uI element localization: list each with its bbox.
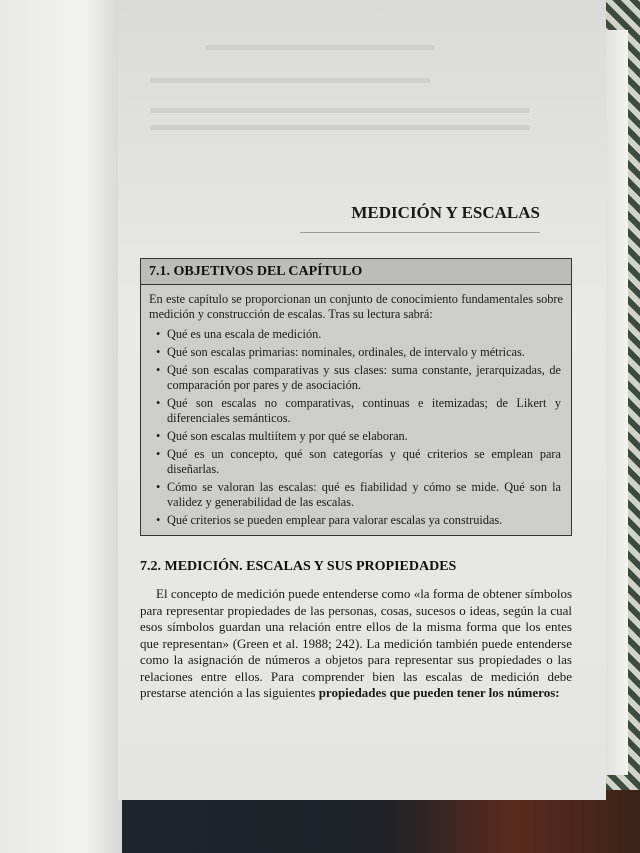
list-item: • Qué son escalas no comparativas, continuas e itemizadas; de Likert y diferenciales semánticos. xyxy=(167,396,561,426)
objectives-intro: En este capítulo se proporcionan un conjunto de conocimiento fundamentales sobre medición y construcción de escalas. Tras su lectura sabrá: xyxy=(149,292,563,321)
bleed-through-text xyxy=(205,45,435,50)
list-item: • Qué es una escala de medición. xyxy=(167,327,561,342)
list-item: • Qué criterios se pueden emplear para valorar escalas ya construidas. xyxy=(167,513,561,528)
paragraph-bold-text: propiedades que pueden tener los números: xyxy=(318,685,560,700)
left-page xyxy=(0,0,122,853)
list-item: • Qué es un concepto, qué son categorías y qué criterios se emplean para diseñarlas. xyxy=(167,447,561,477)
paragraph-text: El concepto de medición puede entenderse como «la forma de obtener símbolos para representar propiedades de las personas, cosas, sucesos o ideas, según la cual esos símbolos guardan una relación entre ellos de la misma forma que los entes que representan» (Green et al. 1988; 242). La medición también puede entenderse como la asignación de números a objetos para representar sus propiedades o las relaciones entre ellos. Para comprender bien las escalas de medición debe prestarse atención a las siguientes xyxy=(140,586,572,700)
section-heading: 7.2. MEDICIÓN. ESCALAS Y SUS PROPIEDADES xyxy=(140,559,457,574)
title-rule xyxy=(300,232,540,233)
page-content xyxy=(140,258,572,702)
objectives-box xyxy=(140,258,572,536)
bleed-through-text xyxy=(150,78,430,83)
list-item: • Qué son escalas comparativas y sus clases: suma constante, jerarquizadas, de comparación por pares y de asociación. xyxy=(167,363,561,393)
objectives-heading: 7.1. OBJETIVOS DEL CAPÍTULO xyxy=(141,259,571,285)
objectives-list xyxy=(141,327,571,528)
chapter-title: MEDICIÓN Y ESCALAS xyxy=(351,203,540,222)
list-item: • Qué son escalas multiítem y por qué se elaboran. xyxy=(167,429,561,444)
list-item: • Cómo se valoran las escalas: qué es fiabilidad y cómo se mide. Qué son la validez y generabilidad de las escalas. xyxy=(167,480,561,510)
bleed-through-text xyxy=(150,108,530,113)
bleed-through-text xyxy=(150,125,530,130)
list-item: • Qué son escalas primarias: nominales, ordinales, de intervalo y métricas. xyxy=(167,345,561,360)
body-paragraph xyxy=(140,586,572,702)
